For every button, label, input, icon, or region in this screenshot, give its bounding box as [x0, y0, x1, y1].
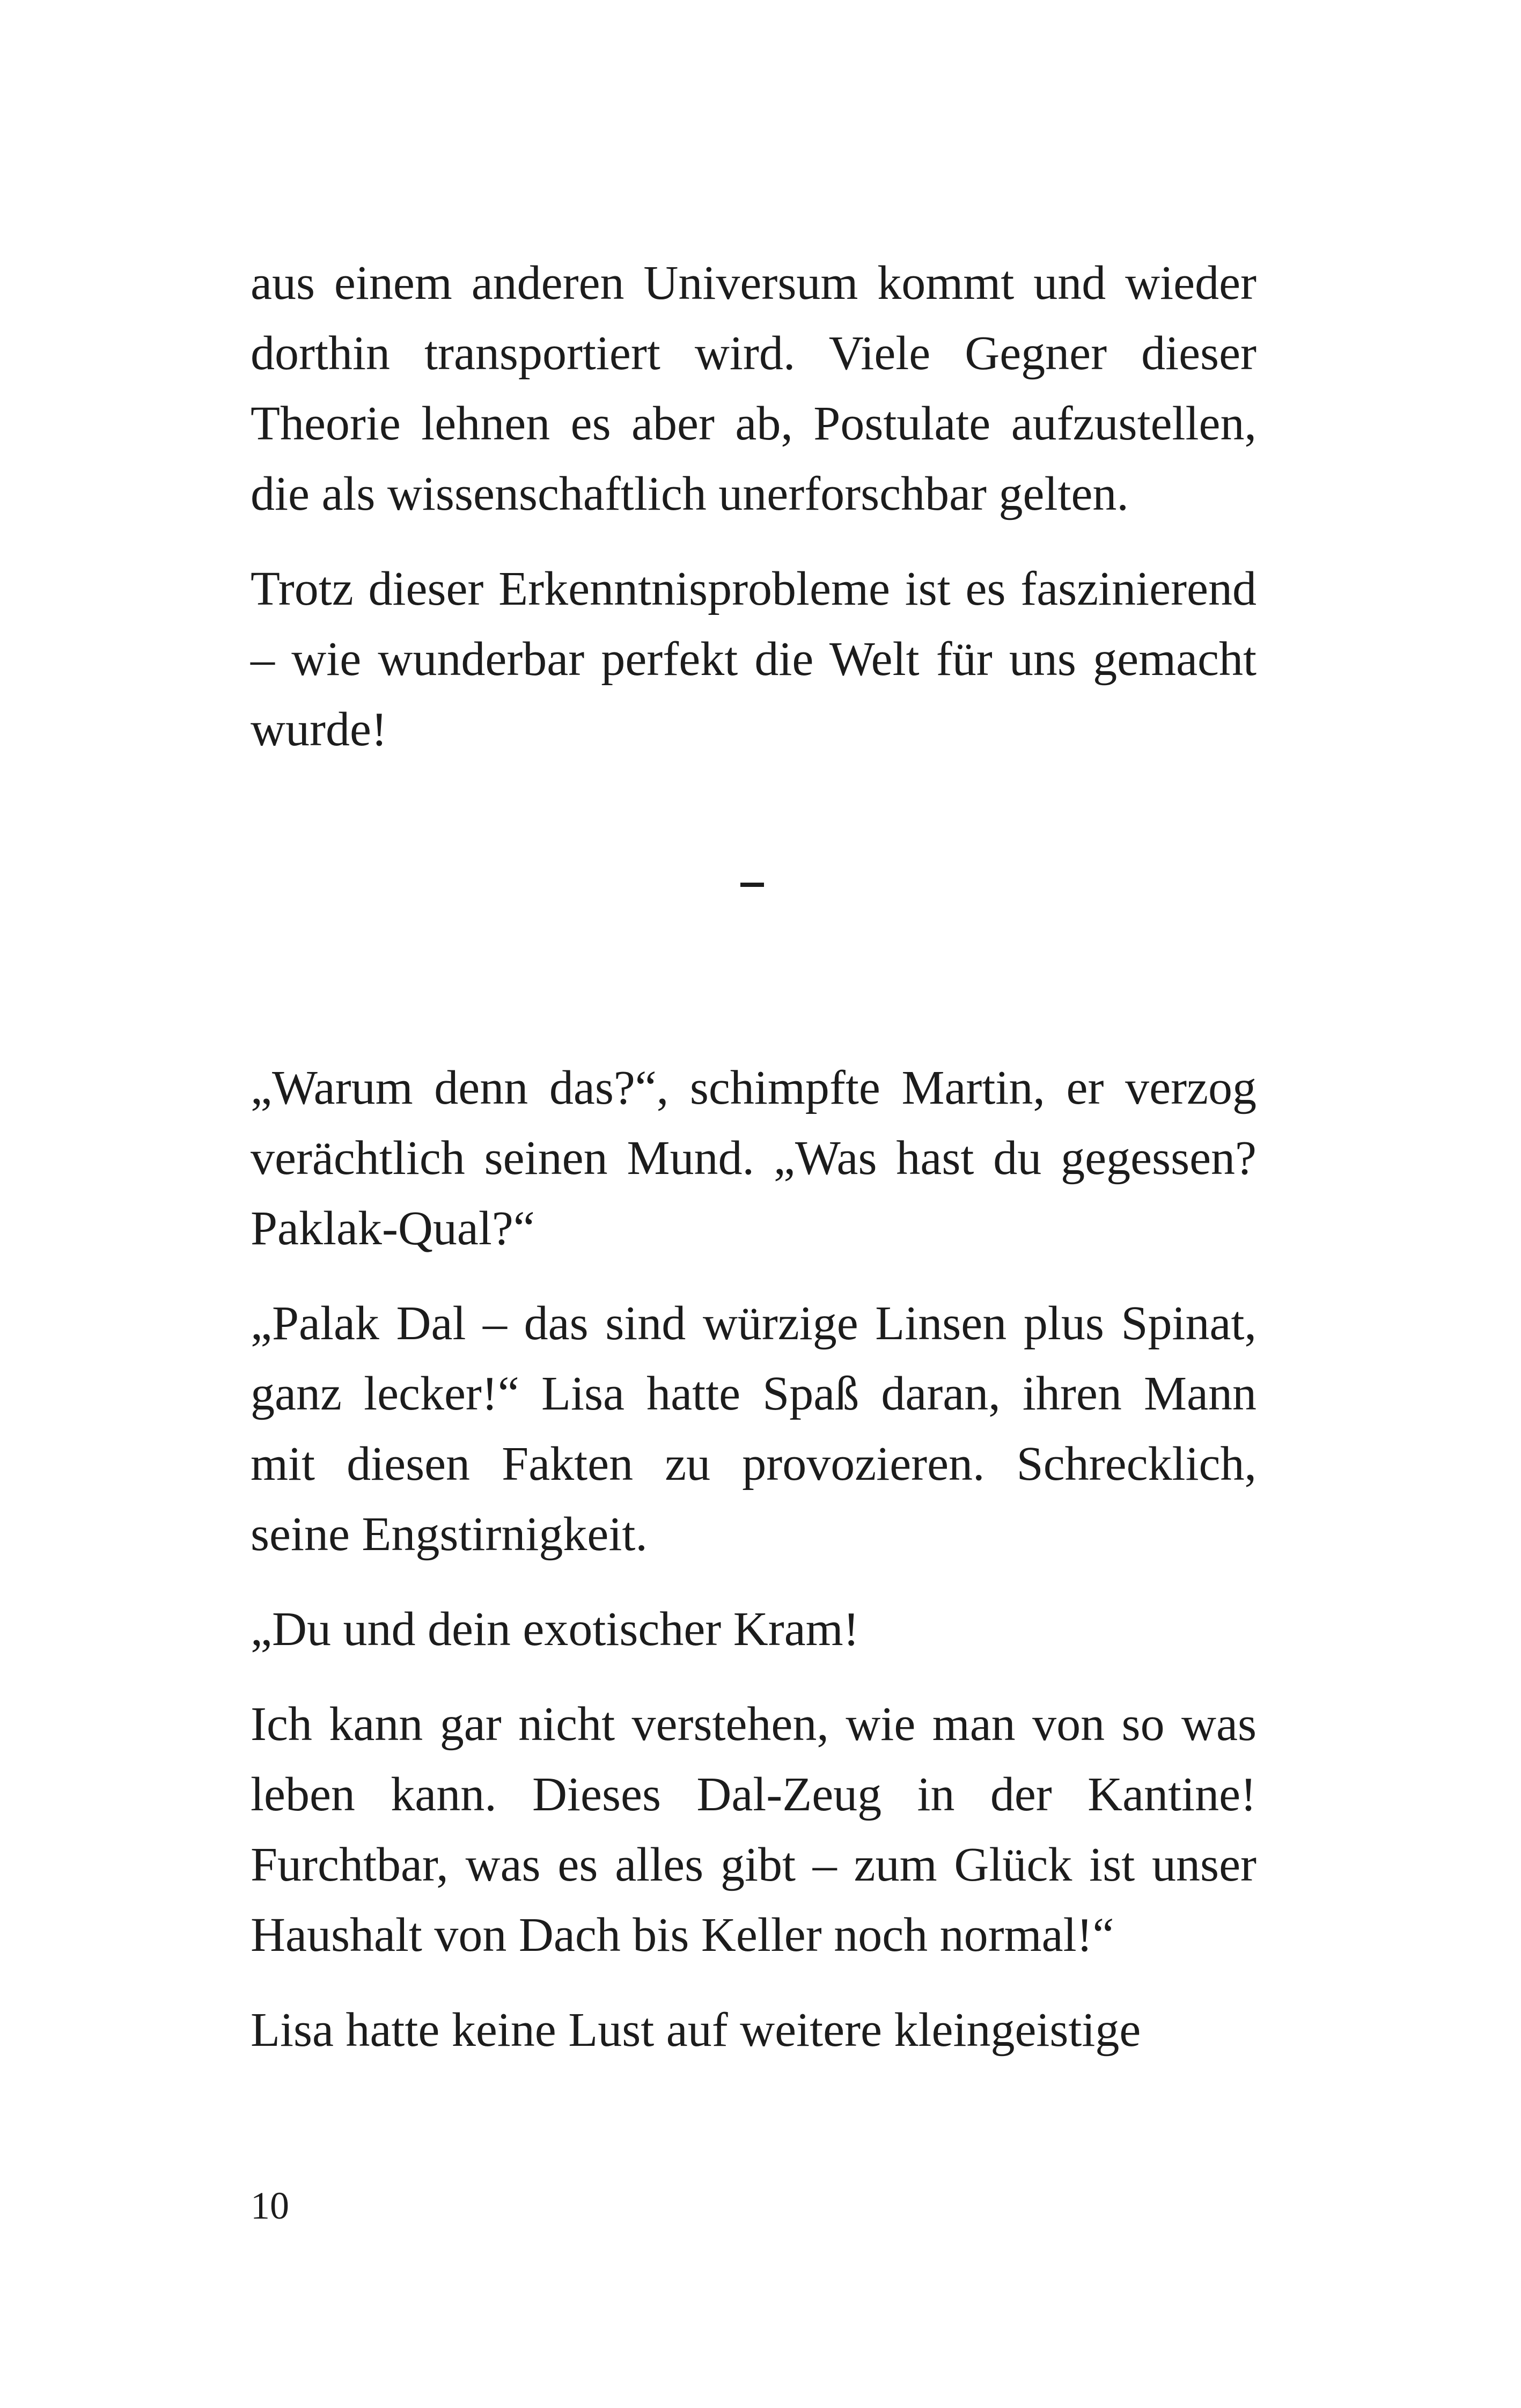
page-number: 10: [251, 2184, 289, 2227]
paragraph: aus einem anderen Universum kommt und wieder dorthin transportiert wird. Viele Gegner dieser Theorie lehnen es aber ab, Postulate aufzustellen, die als wissenschaftlich unerforschbar gelten.: [251, 256, 1257, 520]
paragraph: „Du und dein exotischer Kram!: [251, 1603, 859, 1656]
top-text-block: [251, 248, 1257, 789]
paragraph: „Palak Dal – das sind würzige Linsen plus Spinat, ganz lecker!“ Lisa hatte Spaß daran, ihren Mann mit diesen Fakten zu provozieren. Schrecklich, seine Engstirnigkeit.: [251, 1297, 1257, 1561]
paragraph: Trotz dieser Erkenntnisprobleme ist es faszinierend – wie wunderbar perfekt die Welt für uns gemacht wurde!: [251, 562, 1257, 756]
paragraph: Ich kann gar nicht verstehen, wie man von so was leben kann. Dieses Dal-Zeug in der Kantine! Furchtbar, was es alles gibt – zum Glück ist unser Haushalt von Dach bis Keller noch normal!“: [251, 1698, 1257, 1962]
paragraph: „Warum denn das?“, schimpfte Martin, er verzog verächtlich seinen Mund. „Was hast du gegessen? Paklak-Qual?“: [251, 1061, 1257, 1255]
section-separator: [740, 883, 764, 887]
bottom-text-block: [251, 1053, 1257, 2090]
paragraph: Lisa hatte keine Lust auf weitere kleingeistige: [251, 2003, 1141, 2057]
